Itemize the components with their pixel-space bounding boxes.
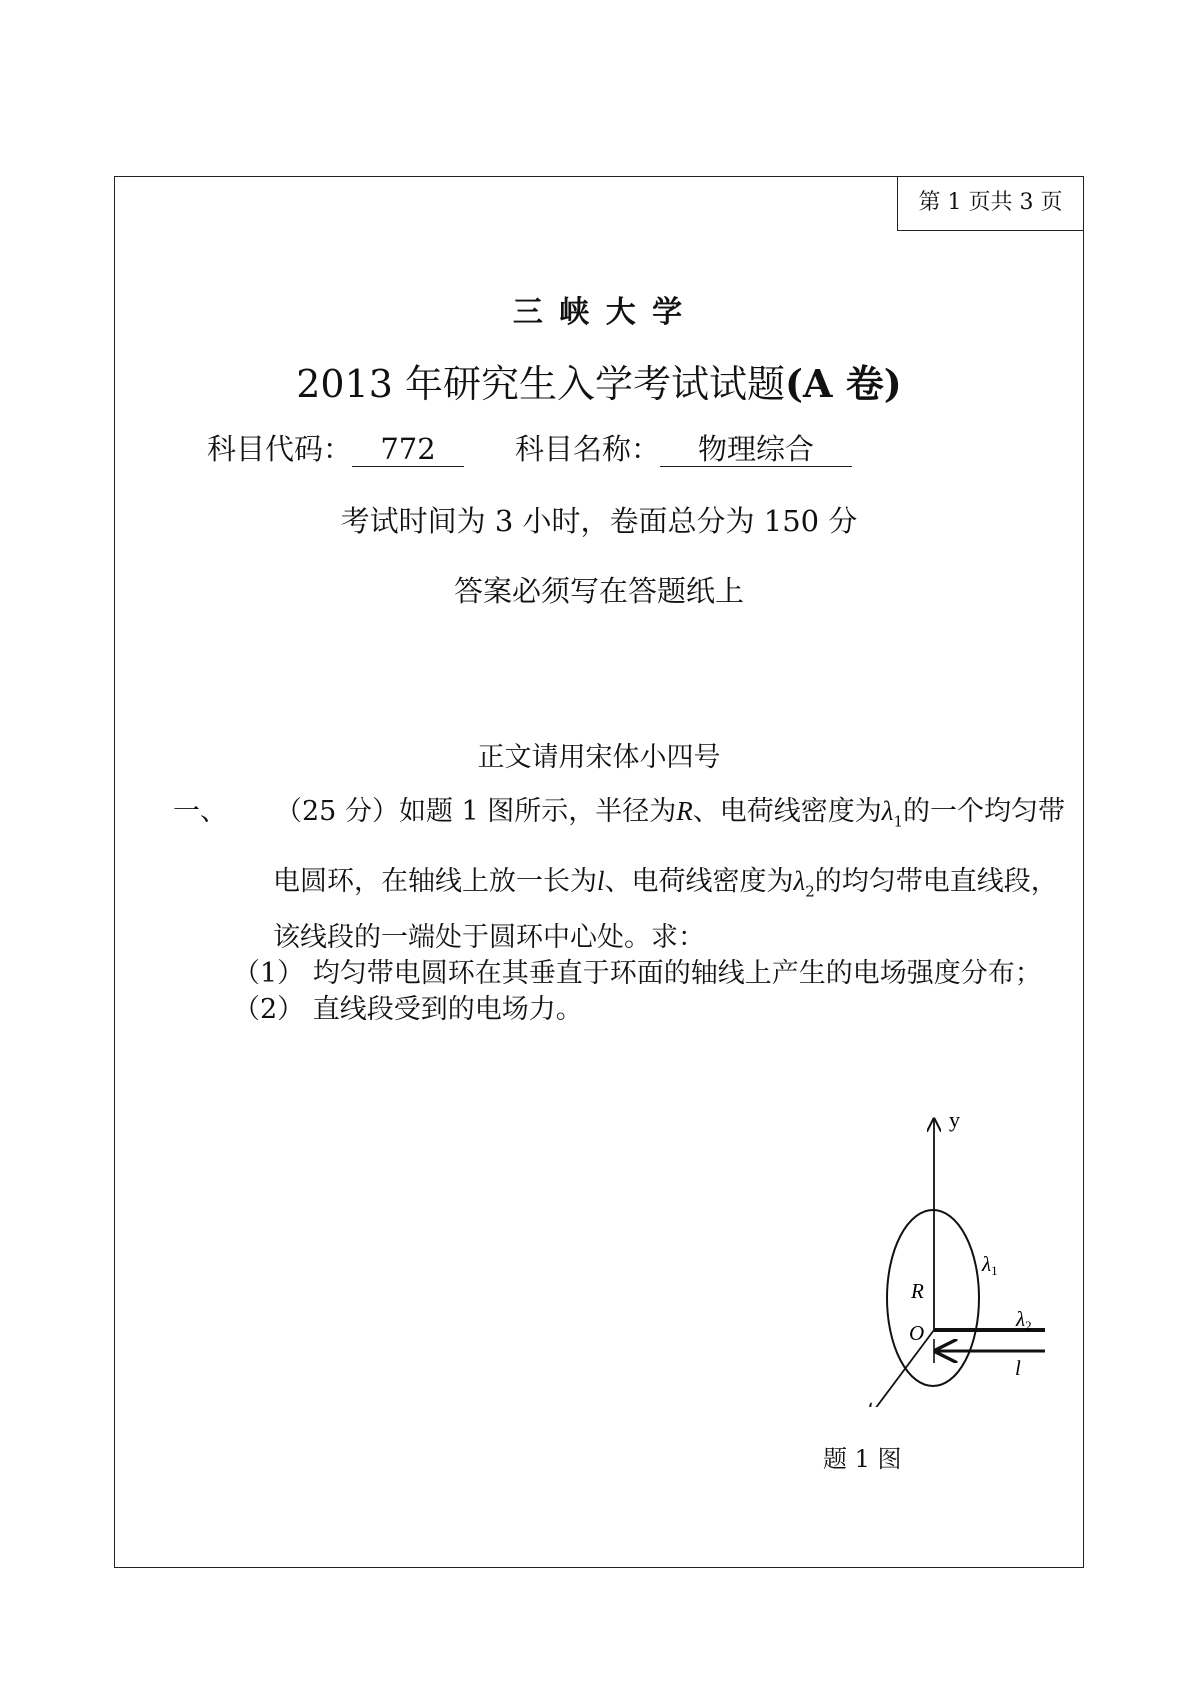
figure-1 — [725, 1107, 1045, 1407]
university-name: 三 峡 大 学 — [512, 295, 686, 330]
l-label: l — [1015, 1356, 1021, 1380]
exam-title-main: 2013 年研究生入学考试试题 — [296, 362, 786, 406]
question-text: 的一个均匀带 — [903, 796, 1066, 827]
z-axis — [869, 1330, 934, 1407]
origin-label: O — [909, 1321, 925, 1345]
subscript: 1 — [893, 812, 904, 831]
question-text: 电圆环，在轴线上放一长为 — [273, 866, 597, 897]
R-label: R — [911, 1279, 924, 1303]
sub-question-text: 直线段受到的电场力。 — [312, 994, 583, 1025]
subject-code-value: 772 — [352, 433, 464, 467]
sub-question-number: （2） — [233, 994, 305, 1025]
exam-paper-label: (A 卷) — [785, 361, 902, 406]
symbol-R: R — [676, 796, 693, 826]
question-line-3: 该线段的一端处于圆环中心处。求： — [273, 922, 705, 953]
duration-note: 考试时间为 3 小时，卷面总分为 150 分 — [340, 504, 858, 538]
exam-title — [115, 353, 1083, 408]
subject-code-row — [207, 427, 464, 468]
subject-name-row — [515, 427, 852, 468]
exam-frame — [114, 176, 1084, 1568]
lambda2-label: λ2 — [1016, 1307, 1032, 1333]
sub-question-number: （1） — [233, 958, 305, 989]
symbol-lambda: λ — [793, 866, 806, 896]
subject-name-value: 物理综合 — [660, 433, 852, 467]
sub-question-2 — [233, 987, 583, 1026]
subscript: 2 — [805, 882, 815, 901]
question-line-2 — [273, 859, 1058, 900]
sub-question-text: 均匀带电圆环在其垂直于环面的轴线上产生的电场强度分布； — [312, 958, 1042, 989]
y-label: y — [949, 1107, 960, 1132]
subject-name-label: 科目名称： — [515, 432, 661, 466]
symbol-lambda: λ — [881, 796, 894, 826]
question-text: 如题 1 图所示，半径为 — [398, 796, 677, 827]
question-text: 、电荷线密度为 — [692, 796, 882, 827]
question-text: 、电荷线密度为 — [604, 866, 794, 897]
question-line-1 — [275, 789, 1065, 830]
charged-ring — [887, 1210, 979, 1386]
question-number: 一、 — [173, 796, 227, 827]
subject-code-label: 科目代码： — [207, 432, 353, 466]
question-text: 的均匀带电直线段， — [814, 866, 1058, 897]
symbol-l: l — [597, 866, 605, 896]
sub-question-1 — [233, 951, 1042, 990]
figure-caption: 题 1 图 — [823, 1445, 902, 1473]
answer-note: 答案必须写在答题纸上 — [453, 574, 744, 608]
question-points: （25 分） — [275, 796, 399, 827]
font-note: 正文请用宋体小四号 — [477, 742, 721, 773]
page-indicator: 第 1 页共 3 页 — [897, 177, 1083, 231]
lambda1-label: λ1 — [982, 1252, 998, 1278]
